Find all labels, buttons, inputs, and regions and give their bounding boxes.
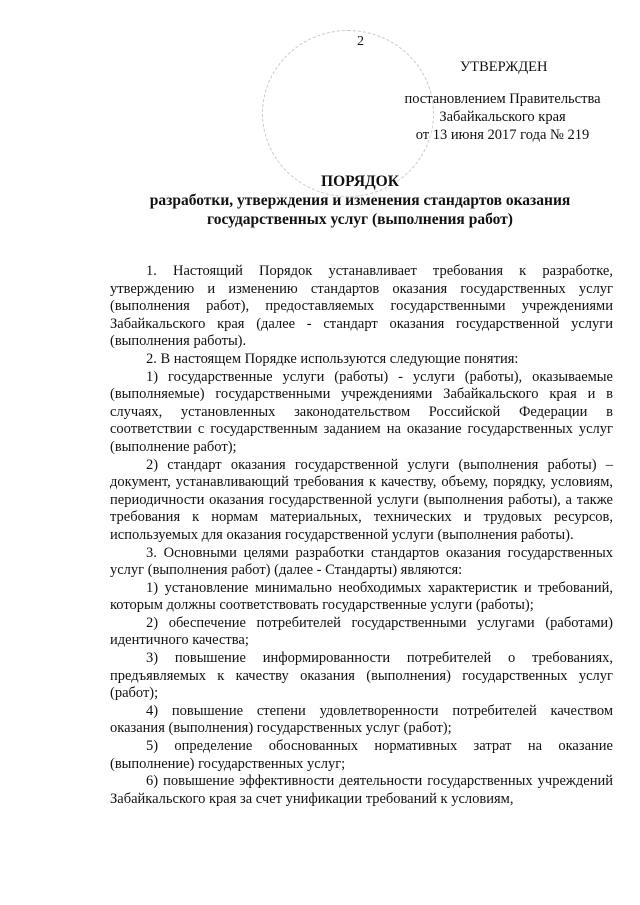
title-heading: ПОРЯДОК [321, 173, 399, 190]
approval-block [400, 58, 605, 144]
paragraph: 2) обеспечение потребителей государственными услугами (работами) идентичного качества; [110, 614, 613, 649]
paragraph: 1) установление минимально необходимых характеристик и требований, которым должны соответствовать государственные услуги (работы); [110, 579, 613, 614]
paragraph: 1. Настоящий Порядок устанавливает требования к разработке, утверждению и изменению стандартов оказания государственных услуг (выполнения работ), предоставляемых государственными учреждениями Забайкальского края (далее - стандарт оказания государственной услуги (выполнения работы). [110, 263, 613, 350]
paragraph: 2. В настоящем Порядке используются следующие понятия: [146, 350, 519, 367]
paragraph: 2) стандарт оказания государственной услуги (выполнения работы) – документ, устанавливающий требования к качеству, объему, порядку, условиям, периодичности оказания государственной услуги (выполнения работы), а также требования к нормам материальных, технических и трудовых ресурсов, используемых для оказания государственной услуги (выполнения работы). [110, 456, 613, 543]
page-number: 2 [357, 34, 364, 49]
approved-label: УТВЕРЖДЕН [460, 59, 548, 75]
document-title [100, 172, 620, 229]
document-body [110, 263, 613, 808]
approval-line-1: постановлением Правительства [404, 91, 601, 107]
approval-line-3: от 13 июня 2017 года № 219 [415, 127, 590, 143]
paragraph: 6) повышение эффективности деятельности государственных учреждений Забайкальского края за счет унификации требований к условиям, [110, 773, 613, 807]
title-subtitle-line-1: разработки, утверждения и изменения стандартов оказания [149, 192, 571, 209]
paragraph: 3. Основными целями разработки стандартов оказания государственных услуг (выполнения работ) (далее - Стандарты) являются: [110, 544, 613, 579]
paragraph: 3) повышение информированности потребителей о требованиях, предъявляемых к качеству оказания (выполнения) государственных услуг (работ); [110, 650, 613, 702]
title-subtitle-line-2: государственных услуг (выполнения работ) [207, 211, 513, 228]
paragraph: 5) определение обоснованных нормативных затрат на оказание (выполнение) государственных услуг; [110, 738, 613, 772]
approval-line-2: Забайкальского края [439, 109, 566, 125]
paragraph: 4) повышение степени удовлетворенности потребителей качеством оказания (выполнения) государственных услуг (работ); [110, 702, 613, 737]
paragraph: 1) государственные услуги (работы) - услуги (работы), оказываемые (выполняемые) государственными учреждениями Забайкальского края и в случаях, установленных законодательством Российской Федерации в соответствии с государственным заданием на оказание государственных услуг (выполнение работ); [110, 368, 613, 455]
